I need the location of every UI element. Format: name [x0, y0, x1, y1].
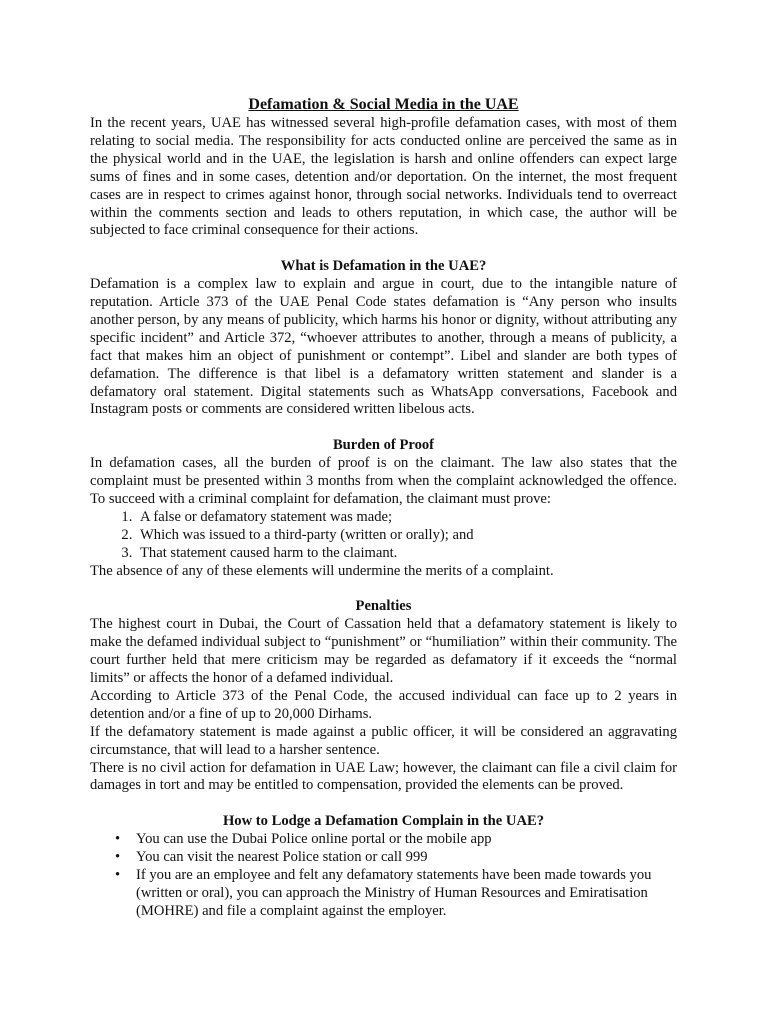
intro-paragraph: In the recent years, UAE has witnessed several high-profile defamation cases, with most of them relating to social media. The responsibility for acts conducted online are perceived the same as in the physical world and in the UAE, the legislation is harsh and online offenders can expect large sums of fines and in some cases, detention and/or deportation. On the internet, the most frequent cases are in respect to crimes against honor, through social networks. Individuals tend to overreact within the comments section and leads to others reputation, in which case, the author will be subjected to face criminal consequence for their actions.: [90, 115, 677, 239]
section-heading-burden-of-proof: Burden of Proof: [332, 437, 435, 454]
bullet-icon: •: [115, 867, 121, 883]
list-item: [115, 867, 677, 921]
document-title: Defamation & Social Media in the UAE: [248, 96, 519, 113]
lodge-complaint-list: [90, 831, 677, 921]
section-heading-how-to-lodge: How to Lodge a Defamation Complain in the UAE?: [222, 813, 545, 830]
penalties-paragraph: There is no civil action for defamation in UAE Law; however, the claimant can file a civil claim for damages in tort and may be entitled to compensation, provided the elements can be proved.: [90, 759, 677, 794]
list-item: 1. A false or defamatory statement was made;: [136, 509, 677, 527]
list-item: [115, 849, 677, 867]
list-item: 2. Which was issued to a third-party (written or orally); and: [136, 527, 677, 545]
burden-of-proof-paragraph: In defamation cases, all the burden of proof is on the claimant. The law also states that the complaint must be presented within 3 months from when the complaint acknowledged the offence. To succeed with a criminal complaint for defamation, the claimant must prove:: [90, 455, 677, 507]
list-item-text: You can visit the nearest Police station or call 999: [136, 849, 428, 866]
bullet-icon: •: [115, 849, 121, 866]
proof-requirements-list: [90, 509, 677, 563]
list-item-text: You can use the Dubai Police online portal or the mobile app: [136, 831, 492, 848]
penalties-paragraph: The highest court in Dubai, the Court of Cassation held that a defamatory statement is likely to make the defamed individual subject to “punishment” or “humiliation” within their community. The court further held that mere criticism may be regarded as defamatory if it exceeds the “normal limits” or affects the honor of a defamed individual.: [90, 616, 677, 687]
penalties-paragraph: According to Article 373 of the Penal Code, the accused individual can face up to 2 years in detention and/or a fine of up to 20,000 Dirhams.: [90, 687, 677, 722]
burden-of-proof-closing: The absence of any of these elements will undermine the merits of a complaint.: [90, 562, 554, 579]
section-heading-what-is-defamation: What is Defamation in the UAE?: [280, 258, 487, 275]
penalties-paragraph: If the defamatory statement is made against a public officer, it will be considered an aggravating circumstance, that will lead to a harsher sentence.: [90, 723, 677, 758]
list-item: [115, 831, 677, 849]
document-page: [90, 95, 677, 921]
list-item: 3. That statement caused harm to the claimant.: [136, 545, 677, 563]
what-is-defamation-paragraph: Defamation is a complex law to explain and argue in court, due to the intangible nature of reputation. Article 373 of the UAE Penal Code states defamation is “Any person who insults another person, by any means of publicity, which harms his honor or dignity, without attributing any specific incident” and Article 372, “whoever attributes to another, through a means of publicity, a fact that makes him an object of punishment or contempt”. Libel and slander are both types of defamation. The difference is that libel is a defamatory written statement and slander is a defamatory oral statement. Digital statements such as WhatsApp conversations, Facebook and Instagram posts or comments are considered written libelous acts.: [90, 276, 677, 418]
bullet-icon: •: [115, 831, 121, 848]
list-item-text: If you are an employee and felt any defamatory statements have been made towards you (written or oral), you can approach the Ministry of Human Resources and Emiratisation (MOHRE) and file a complaint against the employer.: [136, 867, 652, 919]
section-heading-penalties: Penalties: [355, 598, 412, 615]
